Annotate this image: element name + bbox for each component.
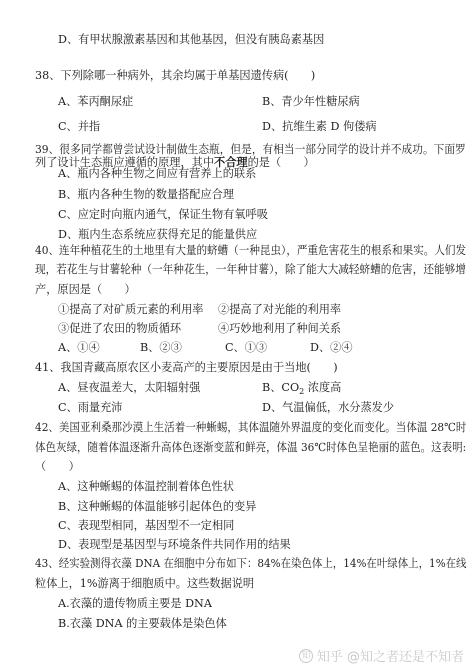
q42-stem-line3: （ ） xyxy=(35,460,80,473)
q39-option-a: A、瓶内各种生物之间应有营养上的联系 xyxy=(58,167,257,180)
q39-stem-emphasis: 不合理 xyxy=(214,155,248,169)
q39-option-c: C、应定时向瓶内通气，保证生物有氧呼吸 xyxy=(58,208,268,221)
q40-item-4: ④巧妙地利用了种间关系 xyxy=(218,322,342,335)
q42-option-c: C、表现型相同，基因型不一定相同 xyxy=(58,519,235,532)
q40-stem-line2: 现，若花生与甘薯轮种（一年种花生，一年种甘薯），除了能大大减轻蛴螬的危害，还能够增 xyxy=(35,263,466,276)
q41-option-b-sub: 2 xyxy=(299,387,305,397)
q38-option-b: B、青少年性糖尿病 xyxy=(262,95,360,108)
q39-option-d: D、瓶内生态系统应获得充足的能量供应 xyxy=(58,228,258,241)
q42-stem-line2: 体色灰绿，随着体温逐渐升高体色逐渐变蓝和鲜亮，体温 36℃时体色呈艳丽的蓝色。这表明: xyxy=(35,441,467,454)
q39-stem-line1: 39、很多同学都曾尝试设计制做生态瓶，但是，有相当一部分同学的设计并不成功。下面罗 xyxy=(35,143,466,156)
q41-option-b-pre: B、CO xyxy=(262,381,300,394)
q40-item-2: ②提高了对光能的利用率 xyxy=(218,303,342,316)
q40-option-c: C、①③ xyxy=(225,341,268,354)
q39-option-b: B、瓶内各种生物的数量搭配应合理 xyxy=(58,188,235,201)
q40-option-d: D、②④ xyxy=(310,341,353,354)
q38-option-d: D、抗维生素 D 佝偻病 xyxy=(262,120,377,133)
q41-option-a: A、昼夜温差大，太阳辐射强 xyxy=(58,381,201,394)
q40-stem-line3: 产，原因是（ ） xyxy=(35,283,136,296)
q43-option-a: A.衣藻的遗传物质主要是 DNA xyxy=(58,597,212,610)
q42-stem-line1: 42、美国亚利桑那沙漠上生活着一种蜥蜴，其体温随外界温度的变化而变化。当体温 28℃时 xyxy=(35,421,467,434)
q42-option-b: B、这种蜥蜴的体温能够引起体色的变异 xyxy=(58,500,257,513)
q40-option-a: A、①④ xyxy=(58,341,100,354)
q38-option-c: C、并指 xyxy=(58,120,101,133)
q41-option-d: D、气温偏低，水分蒸发少 xyxy=(262,401,395,414)
q39-stem-line2-pre: 列了设计生态瓶应遵循的原理，其中 xyxy=(35,156,215,169)
q37-option-d: D、有甲状腺激素基因和其他基因，但没有胰岛素基因 xyxy=(58,33,325,46)
q42-option-d: D、表现型是基因型与环境条件共同作用的结果 xyxy=(58,538,291,551)
zhihu-watermark xyxy=(299,646,464,665)
q40-item-3: ③促进了农田的物质循环 xyxy=(58,322,182,335)
watermark-text: 知乎 @知之者还是不知者 xyxy=(316,650,464,665)
q38-option-a: A、苯丙酮尿症 xyxy=(58,95,134,108)
q41-stem: 41、我国青藏高原农区小麦高产的主要原因是由于当地( ) xyxy=(35,361,338,374)
q43-stem-line1: 43、经实验测得衣藻 DNA 在细胞中分布如下：84%在染色体上，14%在叶绿体上，1%在线 xyxy=(35,557,467,570)
q43-option-b: B.衣藻 DNA 的主要载体是染色体 xyxy=(58,617,227,630)
q41-option-b xyxy=(262,381,341,395)
q40-item-1: ①提高了对矿质元素的利用率 xyxy=(58,303,204,316)
zhihu-logo-icon: 知 xyxy=(299,649,313,663)
q38-stem: 38、下列除哪一种病外，其余均属于单基因遗传病( ) xyxy=(35,69,316,82)
q42-option-a: A、这种蜥蜴的体温控制着体色性状 xyxy=(58,480,234,493)
q39-stem-line2-post: 的是（ ） xyxy=(247,156,315,169)
q41-option-c: C、雨量充沛 xyxy=(58,401,123,414)
q41-option-b-post: 浓度高 xyxy=(304,381,342,394)
q40-option-b: B、②③ xyxy=(140,341,182,354)
q40-stem-line1: 40、连年种植花生的土地里有大量的蛴螬（一种昆虫），严重危害花生的根系和果实。人们发 xyxy=(35,244,467,257)
q43-stem-line2: 粒体上，1%游离于细胞质中。这些数据说明 xyxy=(35,577,255,590)
